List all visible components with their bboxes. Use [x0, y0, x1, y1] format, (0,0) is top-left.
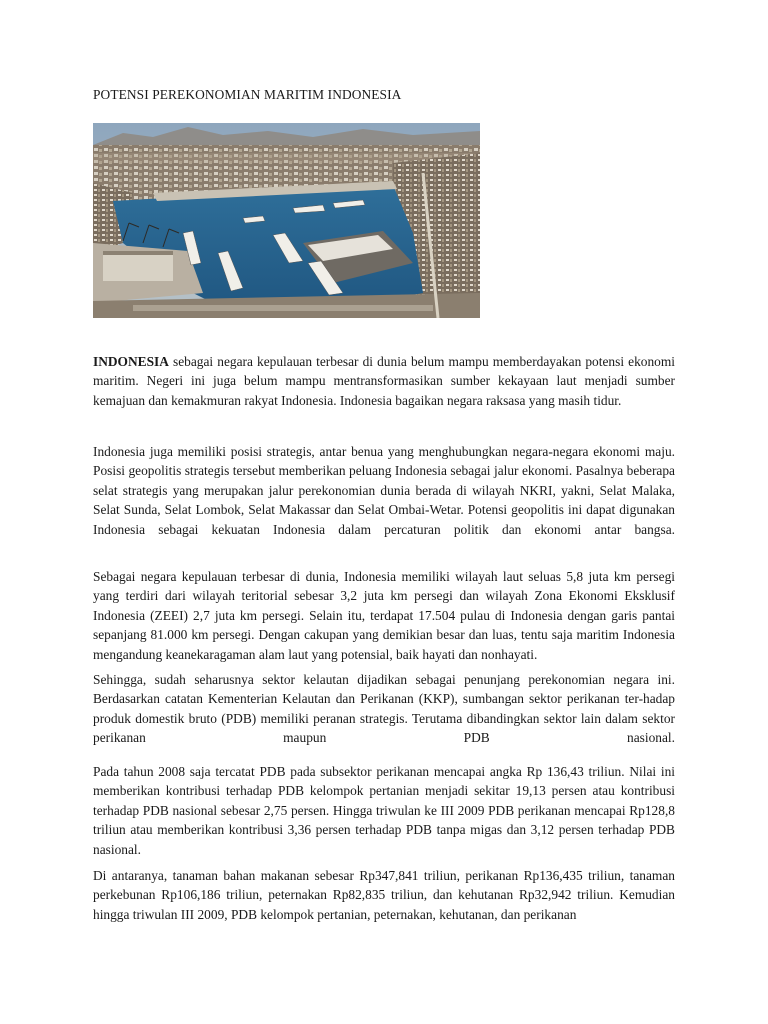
- paragraph-6: Di antaranya, tanaman bahan makanan sebesar Rp347,841 triliun, perikanan Rp136,435 triliun, tanaman perkebunan Rp106,186 triliun, peternakan Rp82,835 triliun, dan kehutanan Rp32,942 triliun. Kemudian hingga triwulan III 2009, PDB kelompok pertanian, peternakan, kehutanan, dan perikanan: [93, 868, 675, 922]
- paragraph-3: Sebagai negara kepulauan terbesar di dunia, Indonesia memiliki wilayah laut seluas 5,8 juta km persegi yang terdiri dari wilayah teritorial sebesar 3,2 juta km persegi dan wilayah Zona Ekonomi Eksklusif Indonesia (ZEEI) 2,7 juta km persegi. Selain itu, terdapat 17.504 pulau di Indonesia dengan garis pantai sepanjang 81.000 km persegi. Dengan cakupan yang demikian besar dan luas, tentu saja maritim Indonesia mengandung keanekaragaman alam laut yang potensial, baik hayati dan nonhayati.: [93, 569, 675, 662]
- paragraph-1-lead: INDONESIA: [93, 354, 169, 369]
- paragraph-1-text: sebagai negara kepulauan terbesar di dunia belum mampu memberdayakan potensi ekonomi maritim. Negeri ini juga belum mampu mentransformasikan sumber kekayaan laut menjadi sumber kemajuan dan kemakmuran rakyat Indonesia. Indonesia bagaikan negara raksasa yang masih tidur.: [93, 354, 675, 408]
- document-title: POTENSI PEREKONOMIAN MARITIM INDONESIA: [93, 87, 402, 102]
- harbor-photo: [93, 123, 480, 318]
- paragraph-2: Indonesia juga memiliki posisi strategis, antar benua yang menghubungkan negara-negara ekonomi maju. Posisi geopolitis strategis tersebut memberikan peluang Indonesia sebagai jalur ekonomi. Pasalnya beberapa selat strategis yang merupakan jalur perekonomian dunia berada di wilayah NKRI, yakni, Selat Malaka, Selat Sunda, Selat Lombok, Selat Makassar dan Selat Ombai-Wetar. Potensi geopolitis ini dapat digunakan Indonesia sebagai kekuatan Indonesia dalam percaturan politik dan ekonomi antar bangsa.: [93, 444, 675, 537]
- paragraph-1: [93, 352, 675, 410]
- paragraph-5: Pada tahun 2008 saja tercatat PDB pada subsektor perikanan mencapai angka Rp 136,43 triliun. Nilai ini memberikan kontribusi terhadap PDB kelompok pertanian menjadi sekitar 19,13 persen atau kontribusi terhadap PDB nasional sebesar 2,75 persen. Hingga triwulan ke III 2009 PDB perikanan mencapai Rp128,8 triliun atau memberikan kontribusi 3,36 persen terhadap PDB tanpa migas dan 3,12 persen terhadap PDB nasional.: [93, 764, 675, 857]
- paragraph-4: Sehingga, sudah seharusnya sektor kelautan dijadikan sebagai penunjang perekonomian negara ini. Berdasarkan catatan Kementerian Kelautan dan Perikanan (KKP), sumbangan sektor perikanan ter-hadap produk domestik bruto (PDB) memiliki peranan strategis. Terutama dibandingkan sektor lain dalam sektor perikanan maupun PDB nasional.: [93, 672, 675, 746]
